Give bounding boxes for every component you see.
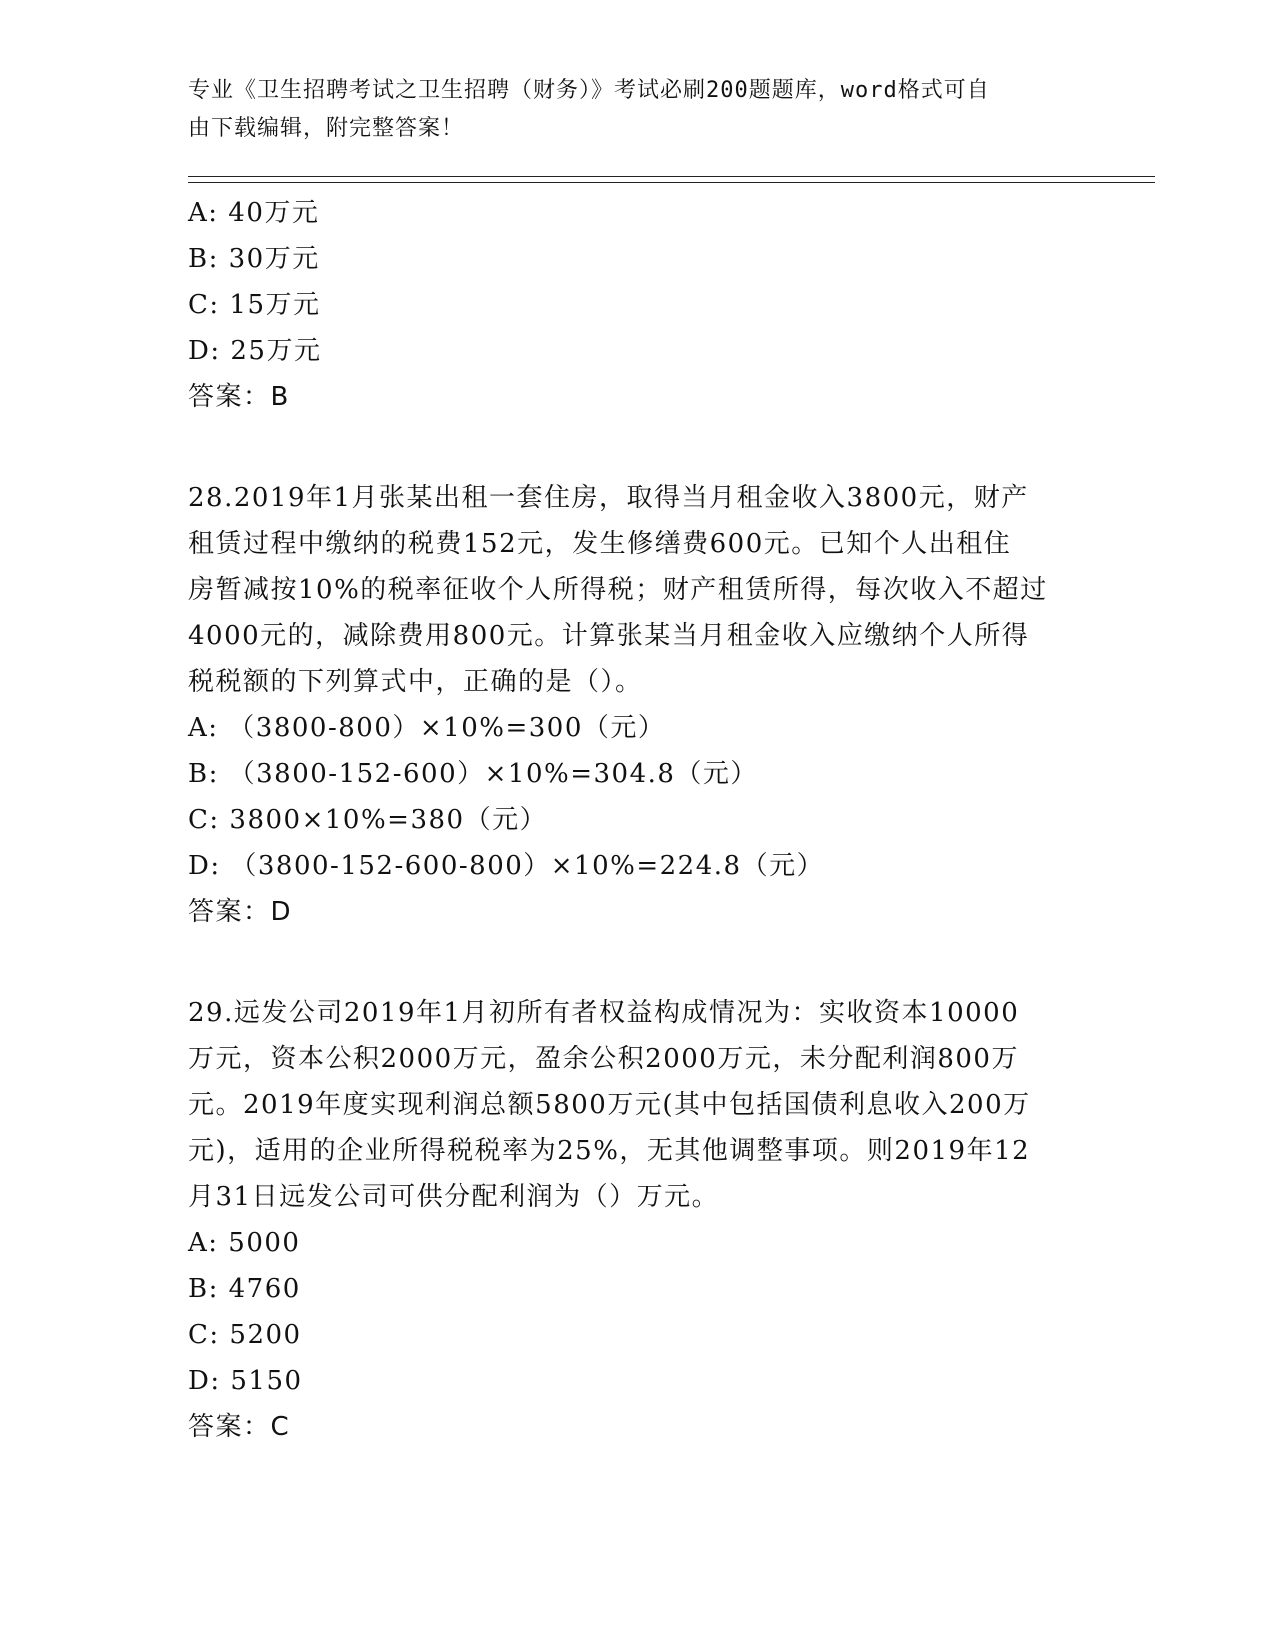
option-b: B: （3800-152-600）×10%=304.8（元） [188, 759, 758, 789]
document-header [188, 72, 1068, 148]
question-text-line: 租赁过程中缴纳的税费152元，发生修缮费600元。已知个人出租住 [188, 529, 1012, 559]
question-29 [188, 990, 1088, 1450]
answer-label: 答案：C [188, 1412, 291, 1442]
spacer [188, 935, 1088, 990]
option-c: C: 3800×10%=380（元） [188, 805, 548, 835]
option-b: B: 4760 [188, 1274, 301, 1304]
answer-label: 答案：D [188, 897, 293, 927]
option-a: A: （3800-800）×10%=300（元） [188, 713, 666, 743]
question-content [188, 190, 1088, 1450]
question-text-line: 4000元的，减除费用800元。计算张某当月租金收入应缴纳个人所得 [188, 621, 1030, 651]
option-c: C: 5200 [188, 1320, 302, 1350]
header-divider-top [188, 176, 1155, 177]
header-intro-line-2: 由下载编辑，附完整答案！ [188, 116, 465, 141]
question-text-line: 元。2019年度实现利润总额5800万元(其中包括国债利息收入200万 [188, 1090, 1031, 1120]
question-text-line: 万元，资本公积2000万元，盈余公积2000万元，未分配利润800万 [188, 1044, 1019, 1074]
question-text-line: 税税额的下列算式中，正确的是（）。 [188, 667, 643, 697]
option-c: C: 15万元 [188, 290, 321, 320]
question-text-line: 元)，适用的企业所得税税率为25%，无其他调整事项。则2019年12 [188, 1136, 1031, 1166]
option-a: A: 40万元 [188, 198, 320, 228]
option-a: A: 5000 [188, 1228, 301, 1258]
question-text-line: 29.远发公司2019年1月初所有者权益构成情况为：实收资本10000 [188, 998, 1020, 1028]
header-divider-bottom [188, 182, 1155, 183]
option-d: D: （3800-152-600-800）×10%=224.8（元） [188, 851, 825, 881]
question-28 [188, 475, 1088, 935]
option-d: D: 5150 [188, 1366, 303, 1396]
question-text-line: 月31日远发公司可供分配利润为（）万元。 [188, 1182, 720, 1212]
header-intro-line-1: 专业《卫生招聘考试之卫生招聘（财务）》考试必刷200题题库，word格式可自 [188, 78, 990, 103]
question-text-line: 28.2019年1月张某出租一套住房，取得当月租金收入3800元，财产 [188, 483, 1029, 513]
option-d: D: 25万元 [188, 336, 322, 366]
question-text-line: 房暂减按10%的税率征收个人所得税；财产租赁所得，每次收入不超过 [188, 575, 1048, 605]
spacer [188, 420, 1088, 475]
question-27 [188, 190, 1088, 420]
answer-label: 答案：B [188, 382, 290, 412]
option-b: B: 30万元 [188, 244, 320, 274]
